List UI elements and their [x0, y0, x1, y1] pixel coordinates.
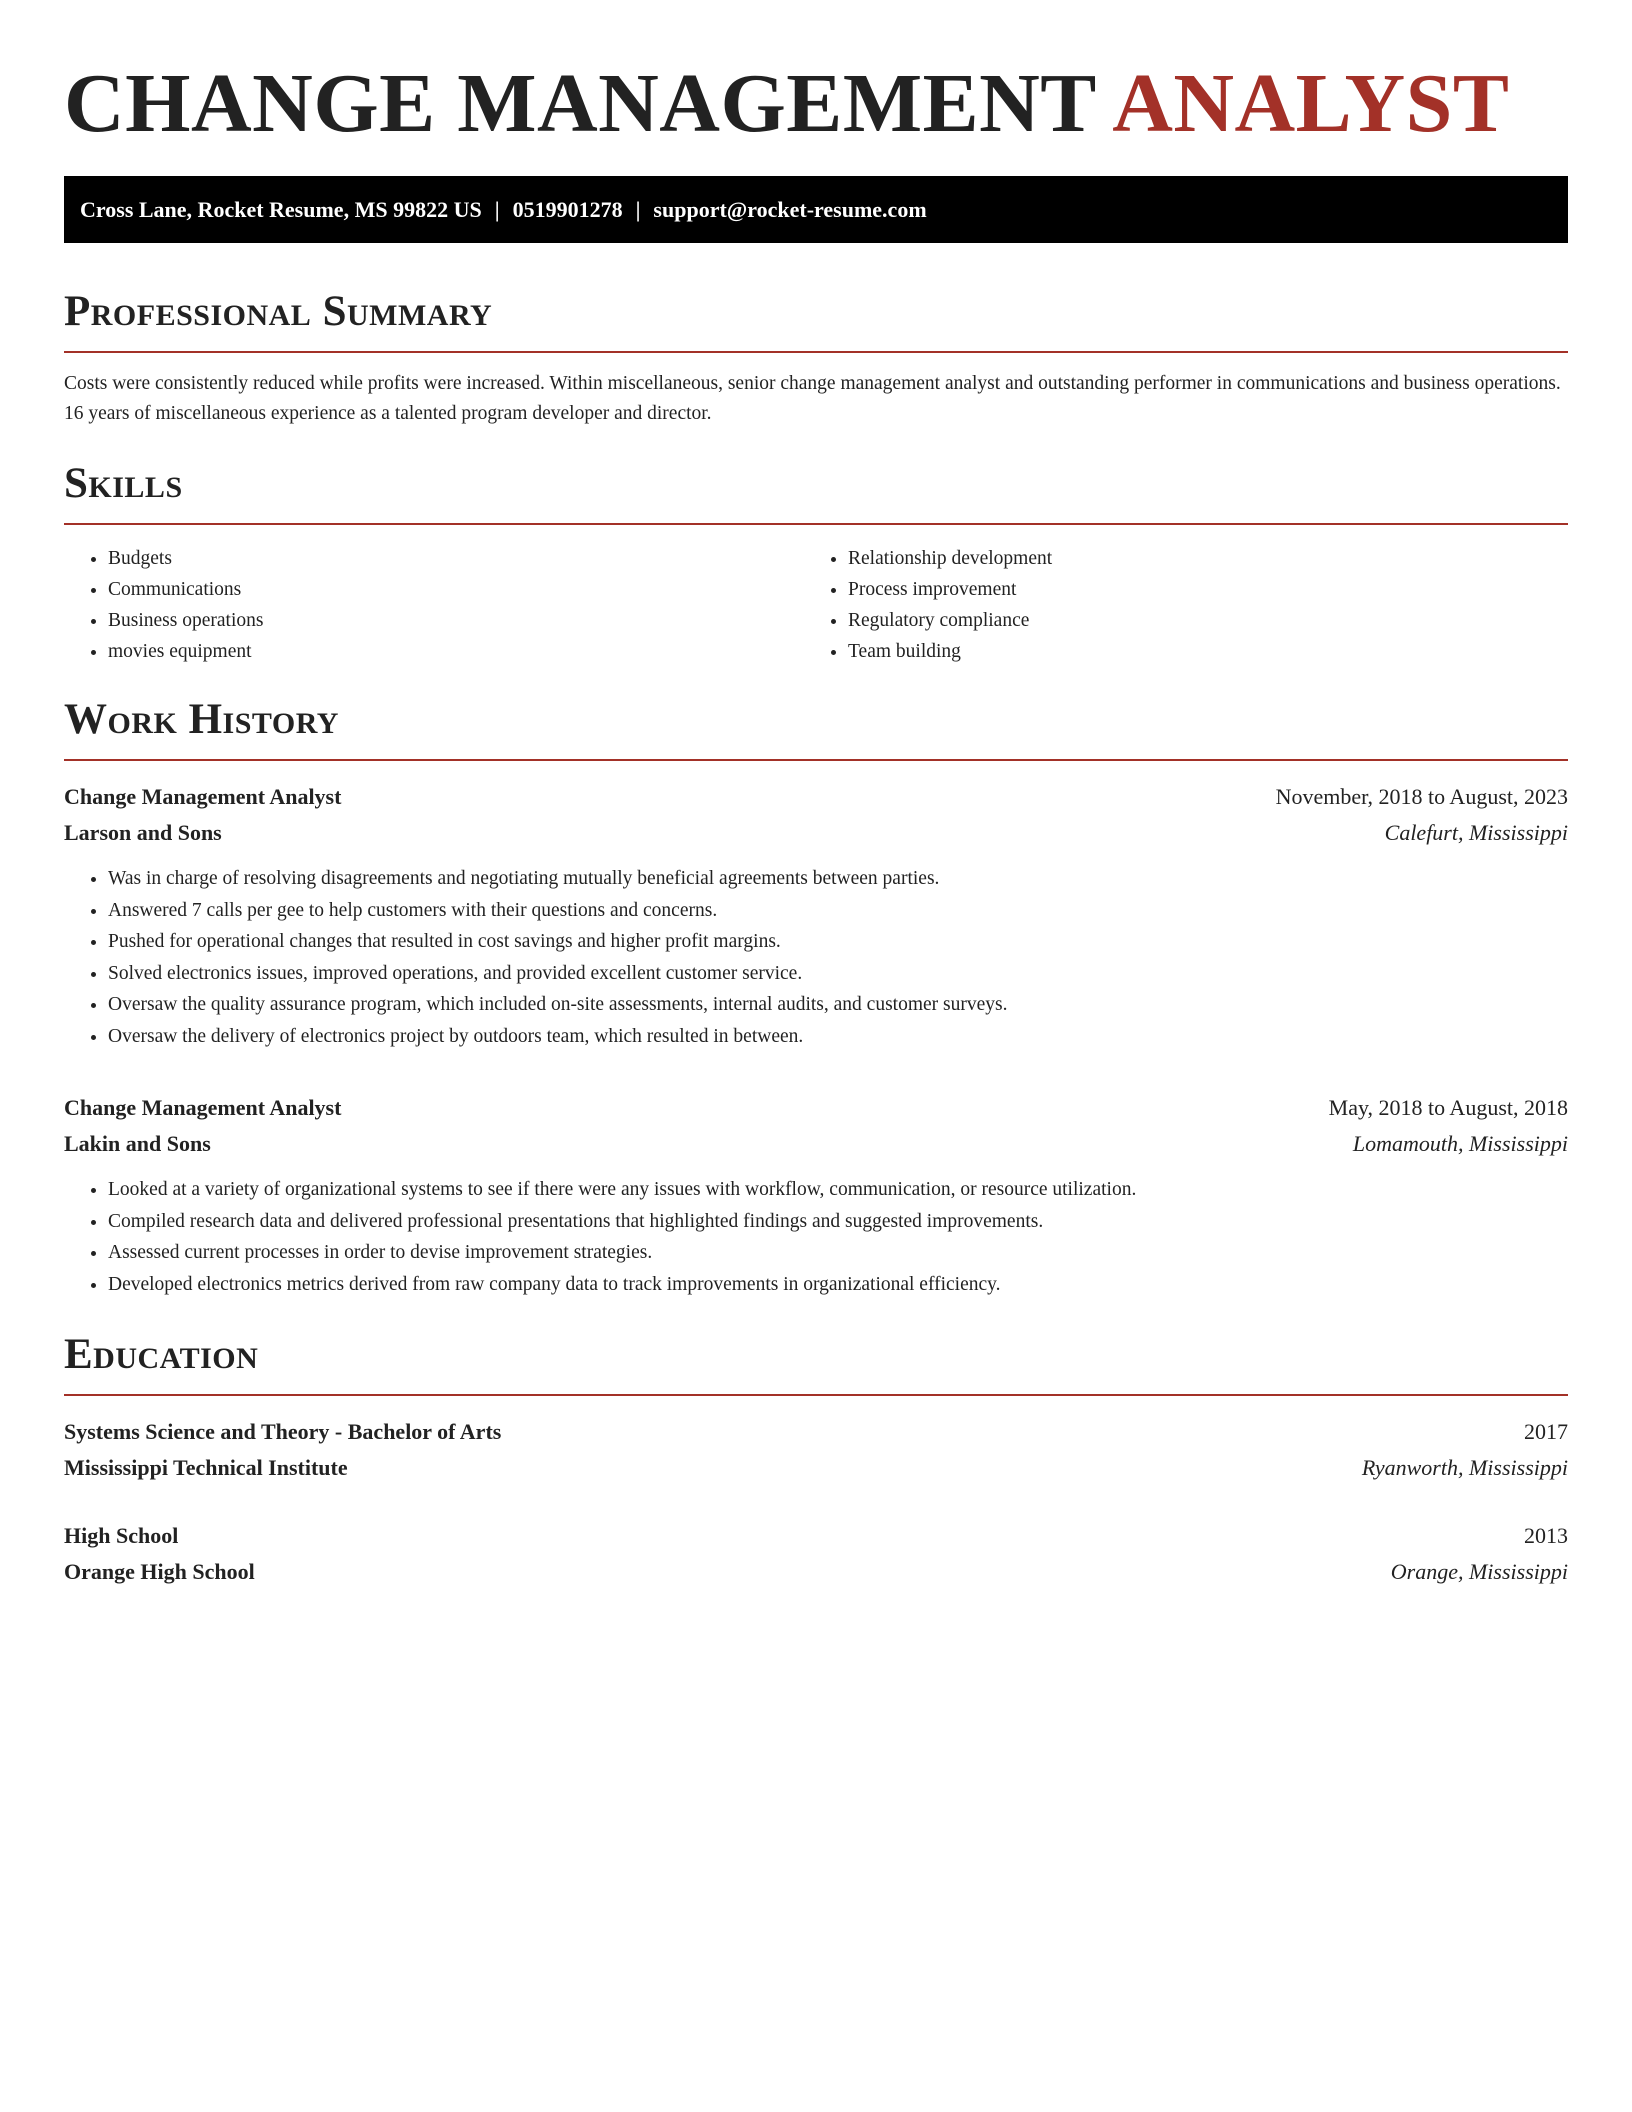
job-role: Change Management Analyst [64, 1095, 342, 1120]
job-bullet: • Answered 7 calls per gee to help customers with their questions and concerns. [108, 895, 1568, 927]
job-bullet: • Assessed current processes in order to devise improvement strategies. [108, 1237, 1568, 1269]
job-bullets [64, 1174, 1568, 1300]
education-location: Ryanworth, Mississippi [1361, 1455, 1568, 1480]
job-bullet: • Solved electronics issues, improved operations, and provided excellent customer service. [108, 958, 1568, 990]
name-last: ANALYST [1112, 57, 1510, 150]
name-first: CHANGE MANAGEMENT [64, 57, 1096, 150]
section-divider [64, 523, 1568, 525]
job-bullet: • Oversaw the delivery of electronics project by outdoors team, which resulted in between. [108, 1021, 1568, 1053]
job-location: Lomamouth, Mississippi [1352, 1131, 1568, 1156]
education-school: Mississippi Technical Institute [64, 1455, 348, 1480]
education-year: 2013 [1524, 1523, 1568, 1548]
summary-section-title: Professional Summary [64, 288, 493, 335]
skill-item: • Team building [848, 636, 1544, 667]
job-bullet: • Looked at a variety of organizational systems to see if there were any issues with workflow, communication, or resource utilization. [108, 1174, 1568, 1206]
job-bullet: • Developed electronics metrics derived from raw company data to track improvements in organizational efficiency. [108, 1269, 1568, 1301]
contact-separator: | [635, 196, 641, 222]
job-role: Change Management Analyst [64, 784, 342, 809]
contact-email: support@rocket-resume.com [653, 196, 927, 222]
summary-text: Costs were consistently reduced while profits were increased. Within miscellaneous, senior change management analyst and outstanding performer in communications and business operations. 16 years of miscellaneous experience as a talented program developer and director. [64, 373, 1561, 424]
skill-item: • Process improvement [848, 574, 1544, 605]
skill-item: • Business operations [108, 605, 804, 636]
section-divider [64, 759, 1568, 761]
education-section-title: Education [64, 1331, 259, 1378]
job-bullets [64, 863, 1568, 1052]
job-dates: November, 2018 to August, 2023 [1275, 784, 1568, 809]
skills-section-title: Skills [64, 460, 183, 507]
education-year: 2017 [1524, 1419, 1568, 1444]
skill-item: • movies equipment [108, 636, 804, 667]
education-degree: High School [64, 1523, 179, 1548]
contact-bar [64, 176, 1568, 243]
skill-item: • Budgets [108, 543, 804, 574]
job-bullet: • Oversaw the quality assurance program, which included on-site assessments, internal audits, and customer surveys. [108, 989, 1568, 1021]
education-entry [64, 1414, 1568, 1486]
job-company: Larson and Sons [64, 820, 222, 845]
skill-item: • Relationship development [848, 543, 1544, 574]
education-school: Orange High School [64, 1559, 255, 1584]
skill-item: • Communications [108, 574, 804, 605]
skill-item: • Regulatory compliance [848, 605, 1544, 636]
education-degree: Systems Science and Theory - Bachelor of Arts [64, 1419, 502, 1444]
resume-page [64, 0, 1568, 1590]
contact-separator: | [494, 196, 500, 222]
education-entry [64, 1518, 1568, 1590]
job-dates: May, 2018 to August, 2018 [1328, 1095, 1568, 1120]
job-entry [64, 779, 1568, 1052]
work-section-title: Work History [64, 696, 339, 743]
resume-name-heading [64, 0, 1568, 154]
job-bullet: • Pushed for operational changes that resulted in cost savings and higher profit margins. [108, 926, 1568, 958]
skills-column-right [804, 543, 1544, 667]
job-company: Lakin and Sons [64, 1131, 211, 1156]
skills-column-left [64, 543, 804, 667]
job-bullet: • Was in charge of resolving disagreements and negotiating mutually beneficial agreements between parties. [108, 863, 1568, 895]
skills-list [64, 543, 1568, 667]
section-divider [64, 351, 1568, 353]
section-divider [64, 1394, 1568, 1396]
contact-phone: 0519901278 [512, 196, 623, 222]
education-location: Orange, Mississippi [1390, 1559, 1568, 1584]
job-bullet: • Compiled research data and delivered professional presentations that highlighted findings and suggested improvements. [108, 1206, 1568, 1238]
contact-address: Cross Lane, Rocket Resume, MS 99822 US [80, 196, 482, 222]
job-location: Calefurt, Mississippi [1384, 820, 1568, 845]
job-entry [64, 1090, 1568, 1300]
